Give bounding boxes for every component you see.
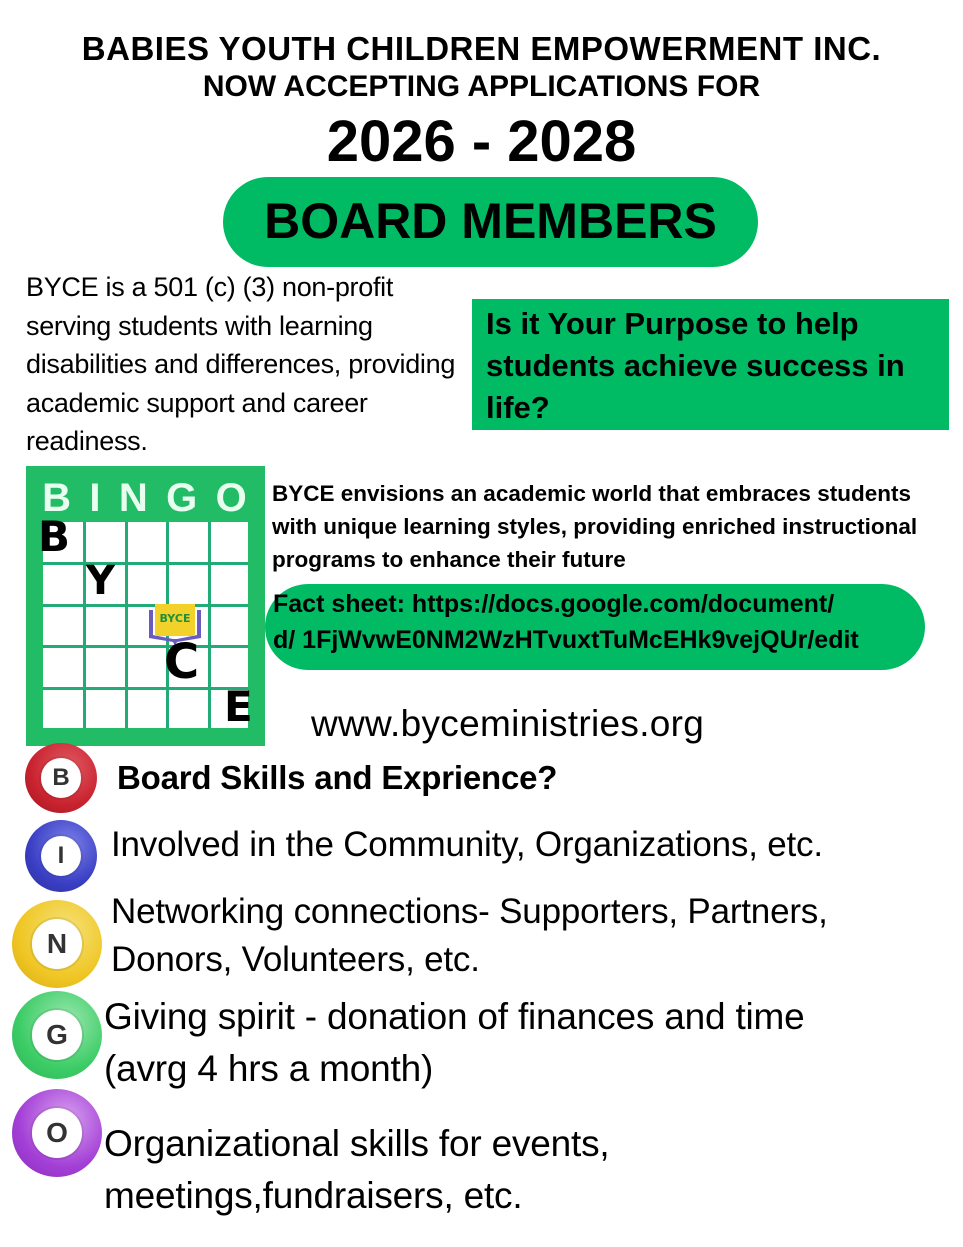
placed-letter-e: E <box>224 682 253 731</box>
vision-text: BYCE envisions an academic world that embraces students with unique learning styles, providing enriched instructional programs to enhance their future <box>272 481 918 572</box>
website-link[interactable]: www.byceministries.org <box>311 703 705 744</box>
bingo-letter-b: B <box>42 476 74 520</box>
bingo-ball-o-icon: O <box>12 1089 102 1177</box>
bingo-ball-b-icon: B <box>25 743 97 813</box>
intro-text: BYCE is a 501 (c) (3) non-profit serving students with learning disabilities and differences, providing academic support and career readiness. <box>26 272 456 456</box>
placed-letter-c: C <box>164 634 200 690</box>
bingo-letter-g: G <box>166 476 200 520</box>
bingo-ball-g-icon: G <box>12 991 102 1079</box>
fact-sheet-line-1: Fact sheet: https://docs.google.com/document/ <box>273 590 835 618</box>
bingo-ball-n-icon: N <box>12 900 102 988</box>
org-name: BABIES YOUTH CHILDREN EMPOWERMENT INC. <box>81 30 882 67</box>
bingo-ball-i-icon: I <box>25 820 97 892</box>
criteria-item-o: Organizational skills for events, meetings,fundraisers, etc. <box>104 1123 610 1216</box>
subtitle: NOW ACCEPTING APPLICATIONS FOR <box>202 70 761 103</box>
criteria-item-n: Networking connections- Supporters, Partners, Donors, Volunteers, etc. <box>111 892 828 979</box>
criteria-item-g: Giving spirit - donation of finances and time (avrg 4 hrs a month) <box>104 996 805 1089</box>
purpose-box: Is it Your Purpose to help students achieve success in life? <box>472 299 949 430</box>
fact-sheet-line-2: d/ 1FjWvwE0NM2WzHTvuxtTuMcEHk9vejQUr/edit <box>273 626 859 654</box>
bingo-card <box>26 466 265 746</box>
bingo-letter-i: I <box>89 476 103 520</box>
criteria-item-i: Involved in the Community, Organizations, etc. <box>111 825 823 864</box>
bingo-grid <box>43 522 248 728</box>
placed-letter-y: Y <box>86 558 115 604</box>
bingo-letter-o: O <box>215 476 249 520</box>
criteria-item-b: Board Skills and Exprience? <box>117 759 558 796</box>
board-members-title: BOARD MEMBERS <box>223 177 758 267</box>
years: 2026 - 2028 <box>326 109 637 174</box>
placed-letter-b: B <box>38 512 71 561</box>
svg-text:BYCE: BYCE <box>159 612 191 625</box>
fact-sheet-link[interactable] <box>265 584 925 670</box>
bingo-letter-n: N <box>118 476 150 520</box>
